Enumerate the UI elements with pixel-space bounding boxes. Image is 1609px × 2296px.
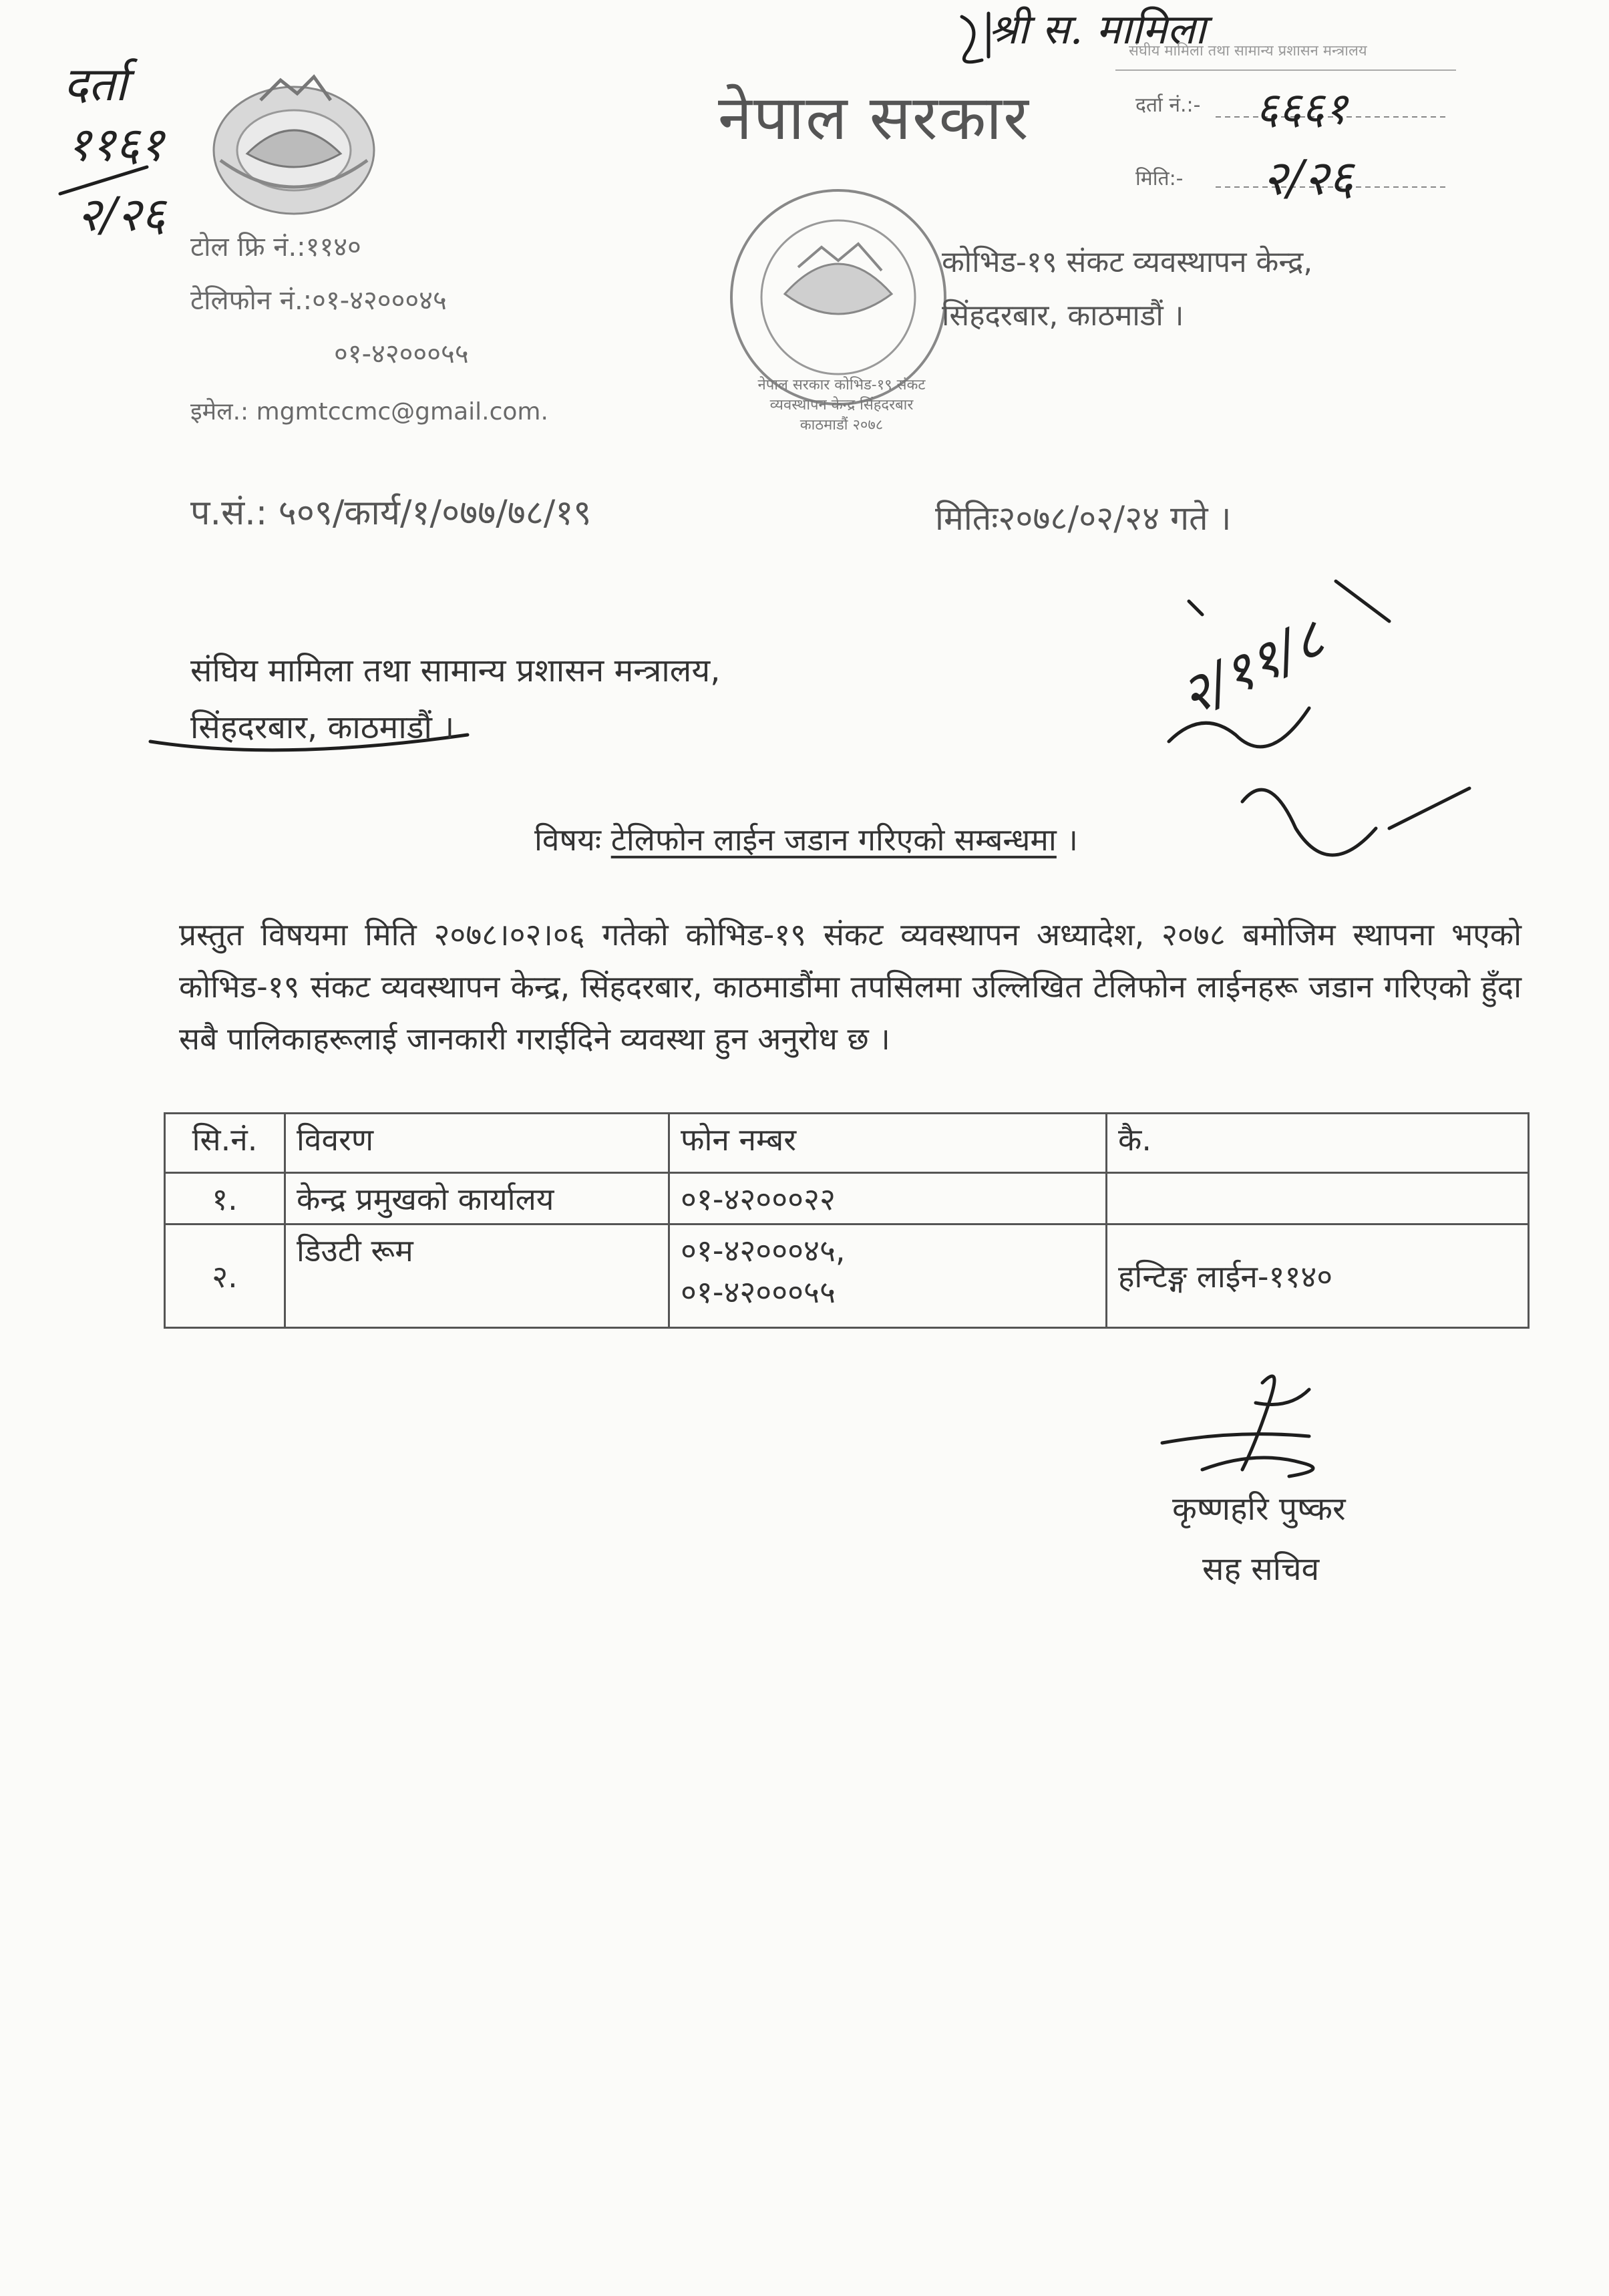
subject-text: टेलिफोन लाईन जडान गरिएको सम्बन्धमा <box>610 822 1057 858</box>
stamp-miti-value: २/२६ <box>1262 150 1354 206</box>
office-location: सिंहदरबार, काठमाडौं । <box>942 299 1184 333</box>
letter-body: प्रस्तुत विषयमा मिति २०७८।०२।०६ गतेको कोभिड-१९ संकट व्यवस्थापन अध्यादेश, २०७८ बमोजिम स्थापना भएको कोभिड-१९ संकट व्यवस्थापन केन्द्र, सिंहदरबार, काठमाडौंमा तपसिलमा उल्लिखित टेलिफोन लाईनहरू जडान गरिएको हुँदा सबै पालिकाहरूलाई जानकारी गराईदिने व्यवस्था हुन अनुरोध छ । <box>179 917 1522 1057</box>
telephone-number-1: टेलिफोन नं.:०१-४२०००४५ <box>190 285 447 316</box>
letter-date: मितिः२०७८/०२/२४ गते । <box>935 499 1232 538</box>
handwritten-left-note-3: २/२६ <box>77 187 166 242</box>
addressee-line-2: सिंहदरबार, काठमाडौं । <box>190 709 455 746</box>
signatory-title: सह सचिव <box>1202 1550 1320 1588</box>
letter-subject <box>534 818 1078 860</box>
cell-phone <box>669 1173 1107 1224</box>
header-description: विवरण <box>285 1114 669 1173</box>
stamp-darta-value: ६६६१ <box>1256 83 1348 134</box>
handwritten-top-note: श्री स. मामिला <box>989 5 1206 53</box>
handwritten-right-note: २/११/८ <box>1170 607 1334 728</box>
header-remarks: कै. <box>1107 1114 1529 1173</box>
cell-remarks <box>1107 1173 1529 1224</box>
header-phone: फोन नम्बर <box>669 1114 1107 1173</box>
toll-free-number: टोल फ्रि नं.:११४० <box>190 232 361 263</box>
government-title: नेपाल सरकार <box>718 82 1030 154</box>
cell-description: केन्द्र प्रमुखको कार्यालय <box>285 1173 669 1224</box>
stamp-ministry-text: संघीय मामिला तथा सामान्य प्रशासन मन्त्रालय <box>1129 43 1367 59</box>
cell-description: डिउटी रूम <box>285 1224 669 1328</box>
nepal-emblem-icon <box>214 77 374 214</box>
addressee-line-1: संघिय मामिला तथा सामान्य प्रशासन मन्त्रालय, <box>190 652 721 689</box>
header-serial: सि.नं. <box>165 1114 285 1173</box>
stamp-darta-label: दर्ता नं.:- <box>1135 94 1201 117</box>
phone-number: ०१-४२०००२२ <box>681 1181 836 1217</box>
telephone-table <box>164 1112 1530 1329</box>
telephone-number-2: ०१-४२०००५५ <box>334 339 469 369</box>
table-row <box>165 1224 1529 1328</box>
office-seal-icon <box>731 190 945 404</box>
cell-serial: १. <box>165 1173 285 1224</box>
cell-phone <box>669 1224 1107 1328</box>
table-header-row <box>165 1114 1529 1173</box>
seal-text: नेपाल सरकार कोभिड-१९ संकट व्यवस्थापन केन्द्र सिंहदरबार काठमाडौं २०७८ <box>757 377 926 434</box>
letter-reference-number: प.सं.: ५०९/कार्य/१/०७७/७८/१९ <box>190 493 592 533</box>
signatory-name: कृष्णहरि पुष्कर <box>1172 1490 1346 1528</box>
stamp-miti-label: मिति:- <box>1135 167 1184 190</box>
subject-end: । <box>1056 822 1078 858</box>
email-address: इमेल.: mgmtccmc@gmail.com. <box>190 398 548 426</box>
handwritten-left-note-1: दर्ता <box>63 57 128 112</box>
cell-serial: २. <box>165 1224 285 1328</box>
cell-remarks: हन्टिङ्ग लाईन-११४० <box>1107 1224 1529 1328</box>
handwritten-left-note-2: ११६१ <box>67 117 164 172</box>
office-name: कोभिड-१९ संकट व्यवस्थापन केन्द्र, <box>942 245 1313 279</box>
phone-number: ०१-४२०००५५ <box>681 1274 836 1310</box>
table-row <box>165 1173 1529 1224</box>
phone-number: ०१-४२०००४५, <box>681 1233 846 1269</box>
subject-label: विषयः <box>534 822 602 858</box>
